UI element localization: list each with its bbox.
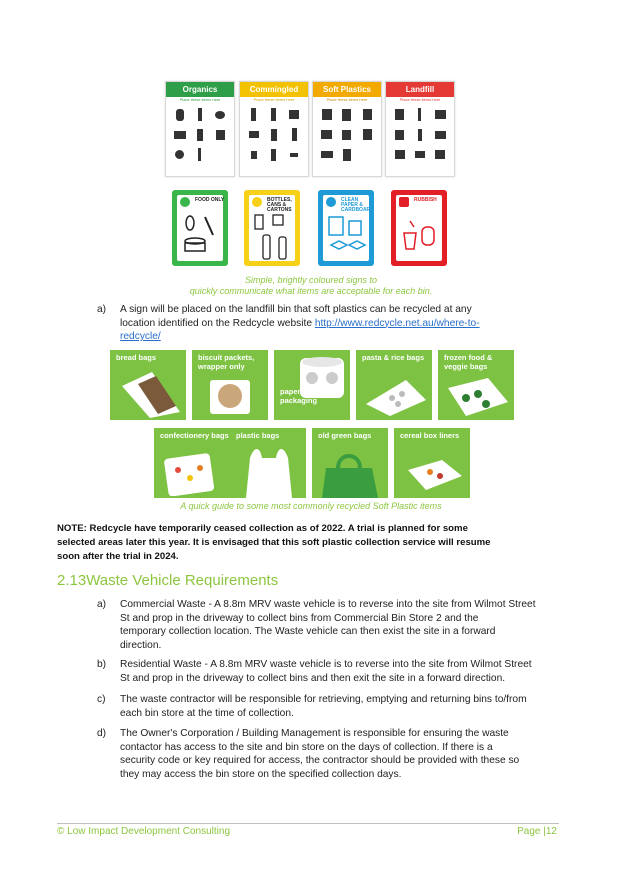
- tile-label: cereal box liners: [400, 431, 460, 440]
- food-items-icon: [177, 211, 223, 261]
- green-bag-icon: [318, 448, 384, 498]
- list-line: temporary collection location. The Waste vehicle can then exist the site in a forward: [120, 626, 496, 638]
- footer-company: © Low Impact Development Consulting: [57, 826, 231, 837]
- tile-label: frozen food & veggie bags: [444, 353, 493, 371]
- tile-cereal-liners: [394, 428, 470, 498]
- list-label: b): [97, 659, 107, 670]
- note-line-3: soon after the trial in 2024.: [57, 551, 179, 562]
- list-line: contactor has access to the site and bin store on the days of collection. If there is a: [120, 741, 493, 753]
- redcycle-link[interactable]: http://www.redcycle.net.au/where-to-: [314, 317, 480, 329]
- item-a-line-1: A sign will be placed on the landfill bin that soft plastics can be recycled at any: [120, 304, 472, 315]
- list-line: direction.: [120, 639, 162, 651]
- lid-bottles-cans: [244, 190, 300, 266]
- list-label: c): [97, 694, 106, 705]
- bread-bag-icon: [114, 366, 184, 418]
- tile-label: old green bags: [318, 431, 372, 440]
- lid-rubbish: [391, 190, 447, 266]
- sign-organics-subtitle: Place these items here: [179, 97, 221, 102]
- tile-green-bags: [312, 428, 388, 498]
- sign-organics-title: Organics: [166, 82, 234, 97]
- frozen-bag-icon: [442, 374, 512, 418]
- section-heading: 2.13Waste Vehicle Requirements: [57, 572, 279, 589]
- biscuit-packet-icon: [200, 376, 260, 418]
- lid-clean-paper-label: CLEAN PAPER & CARDBOARD: [341, 197, 374, 213]
- tile-biscuit-packets: [192, 350, 268, 420]
- sign-commingled-subtitle: Place these items here: [253, 97, 295, 102]
- tile-bread-bags: [110, 350, 186, 420]
- footer-page-number: Page |12: [517, 826, 557, 837]
- bin-icon: [399, 197, 409, 207]
- sign-organics: [165, 81, 235, 177]
- list-item-a: [97, 598, 567, 654]
- signs-caption-line-2: quickly communicate what items are acceptable for each bin.: [189, 286, 433, 296]
- sign-commingled: [239, 81, 309, 177]
- list-label: d): [97, 728, 107, 739]
- tile-label: plastic bags: [236, 431, 280, 440]
- signs-caption: [0, 275, 622, 297]
- footer-divider: [57, 823, 559, 824]
- lolly-bag-icon: [158, 452, 228, 496]
- tile-label: paper goods packaging: [280, 387, 326, 405]
- list-line: The Owner's Corporation / Building Management is responsible for ensuring the waste: [120, 728, 509, 739]
- list-line: Residential Waste - A 8.8m MRV waste vehicle is to reverse into the site from Wilmot Street: [120, 659, 532, 670]
- lid-clean-paper: [318, 190, 374, 266]
- list-label: a): [97, 304, 107, 315]
- sign-landfill-title: Landfill: [386, 82, 454, 97]
- list-label: a): [97, 599, 107, 610]
- list-item-c: [97, 693, 567, 721]
- redcycle-link-continued[interactable]: redcycle/: [120, 331, 161, 343]
- sign-soft-plastics-title: Soft Plastics: [313, 82, 381, 97]
- note-line-2: selected areas later this year. It is envisaged that this soft plastic collection service will resume: [57, 537, 491, 548]
- lid-bottles-cans-label: BOTTLES, CANS & CARTONS: [267, 197, 292, 213]
- bottles-icon: [249, 211, 295, 263]
- lid-rubbish-label: RUBBISH: [414, 197, 437, 203]
- list-item-d: [97, 727, 567, 783]
- tile-pasta-rice: [356, 350, 432, 420]
- recycle-icon: [180, 197, 190, 207]
- sign-commingled-title: Commingled: [240, 82, 308, 97]
- list-line: each bin store at the time of collection.: [120, 707, 294, 719]
- list-line: security code or key required for access, the contractor should be provided with these so: [120, 755, 520, 767]
- list-line: Commercial Waste - A 8.8m MRV waste vehicle is to reverse into the site from Wilmot Street: [120, 599, 536, 610]
- sign-soft-plastics: [312, 81, 382, 177]
- rubbish-icon: [396, 211, 442, 263]
- sign-soft-plastics-subtitle: Place these items here: [326, 97, 368, 102]
- signs-caption-line-1: Simple, brightly coloured signs to: [244, 275, 378, 285]
- list-line: St and prop in the driveway to collect bins and then exit the site in a forward direction.: [120, 672, 506, 684]
- item-a-line-2: location identified on the Redcycle website: [120, 317, 315, 329]
- sign-landfill: [385, 81, 455, 177]
- list-line: they may access the bin store on the specified collection days.: [120, 768, 402, 780]
- tile-paper-goods: [274, 350, 350, 420]
- tile-label: pasta & rice bags: [362, 353, 425, 362]
- list-line: St and prop in the driveway to collect bins from Commercial Bin Store 2 and the: [120, 612, 479, 624]
- note-line-1: NOTE: Redcycle have temporarily ceased collection as of 2022. A trial is planned for some: [57, 523, 468, 534]
- tile-label: confectionery bags: [160, 431, 229, 440]
- tile-frozen-food: [438, 350, 514, 420]
- tile-plastic-bags: [230, 428, 306, 498]
- lid-food-only: [172, 190, 228, 266]
- soft-plastics-caption: A quick guide to some most commonly recycled Soft Plastic items: [180, 501, 442, 511]
- list-item-a-redcycle: [97, 303, 567, 345]
- recycle-icon: [326, 197, 336, 207]
- list-line: The waste contractor will be responsible for retrieving, emptying and returning bins to/from: [120, 694, 527, 705]
- list-item-b: [97, 658, 567, 686]
- tile-confectionery: [154, 428, 230, 498]
- redcycle-note: [57, 522, 577, 564]
- pasta-bag-icon: [362, 374, 428, 418]
- cereal-liner-icon: [404, 456, 464, 498]
- tile-label: bread bags: [116, 353, 157, 362]
- sign-landfill-subtitle: Place these items here: [399, 97, 441, 102]
- tile-label: biscuit packets, wrapper only: [198, 353, 255, 371]
- paper-icon: [323, 211, 369, 263]
- recycle-icon: [252, 197, 262, 207]
- lid-food-only-label: FOOD ONLY: [195, 197, 225, 203]
- plastic-bag-icon: [236, 444, 302, 498]
